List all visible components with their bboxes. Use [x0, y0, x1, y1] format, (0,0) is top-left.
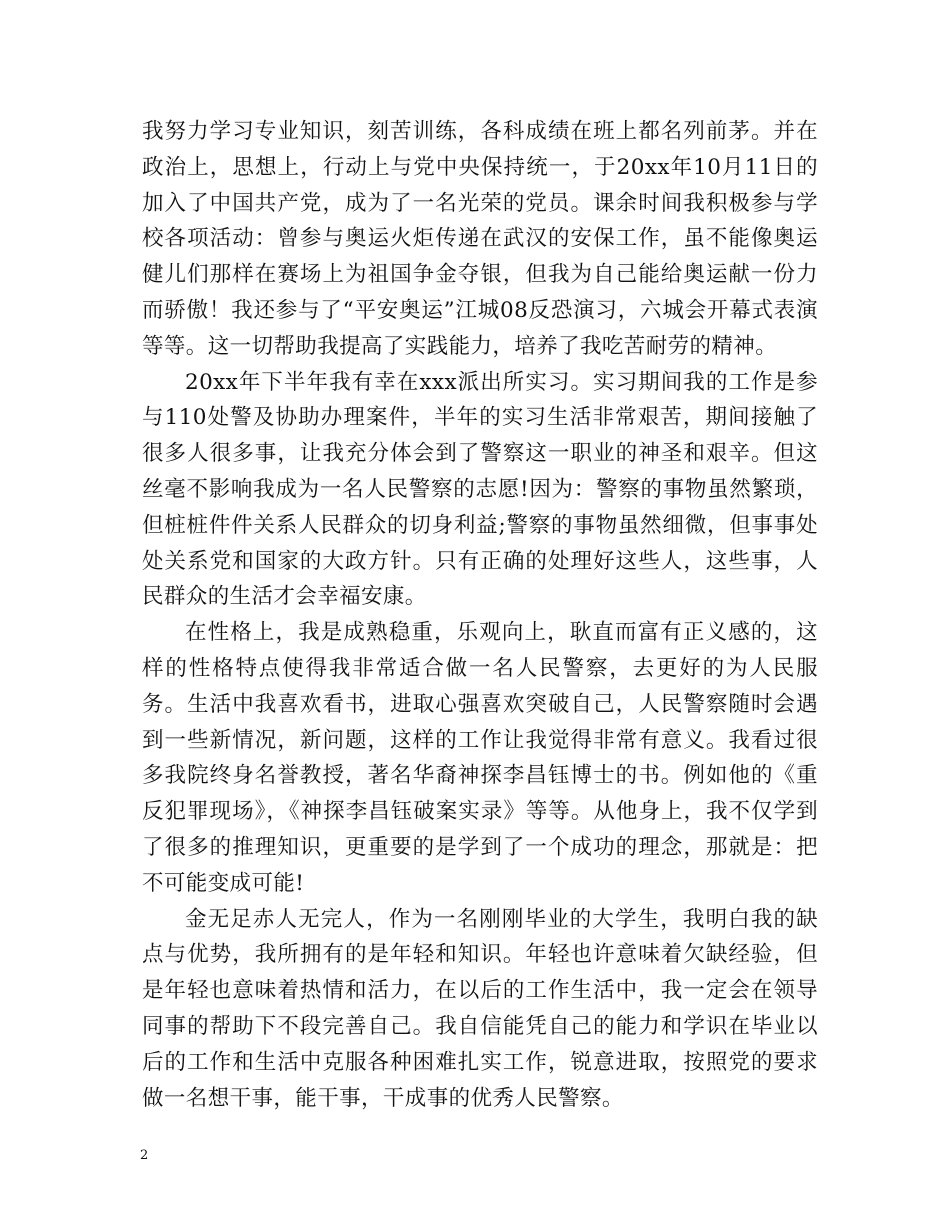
page-number: 2 [140, 1148, 149, 1163]
paragraph-3: 在性格上，我是成熟稳重，乐观向上，耿直而富有正义感的，这样的性格特点使得我非常适合做一名人民警察，去更好的为人民服务。生活中我喜欢看书，进取心强喜欢突破自己，人民警察随时会遇到一些新情况，新问题，这样的工作让我觉得非常有意义。我看过很多我院终身名誉教授，著名华裔神探李昌钰博士的书。例如他的《重反犯罪现场》，《神探李昌钰破案实录》等等。从他身上，我不仅学到了很多的推理知识，更重要的是学到了一个成功的理念，那就是：把不可能变成可能! [142, 620, 818, 896]
paragraph-1: 我努力学习专业知识，刻苦训练，各科成绩在班上都名列前茅。并在政治上，思想上，行动上与党中央保持统一，于20xx年10月11日的加入了中国共产党，成为了一名光荣的党员。课余时间我积极参与学校各项活动：曾参与奥运火炬传递在武汉的安保工作，虽不能像奥运健儿们那样在赛场上为祖国争金夺银，但我为自己能给奥运献一份力而骄傲！我还参与了“平安奥运”江城08反恐演习，六城会开幕式表演等等。这一切帮助我提高了实践能力，培养了我吃苦耐劳的精神。 [142, 119, 818, 359]
paragraph-4: 金无足赤人无完人，作为一名刚刚毕业的大学生，我明白我的缺点与优势，我所拥有的是年轻和知识。年轻也许意味着欠缺经验，但是年轻也意味着热情和活力，在以后的工作生活中，我一定会在领导同事的帮助下不段完善自己。我自信能凭自己的能力和学识在毕业以后的工作和生活中克服各种困难扎实工作，锐意进取，按照党的要求做一名想干事，能干事，干成事的优秀人民警察。 [142, 906, 818, 1111]
document-body [142, 114, 818, 1116]
paragraph-2: 20xx年下半年我有幸在xxx派出所实习。实习期间我的工作是参与110处警及协助办理案件，半年的实习生活非常艰苦，期间接触了很多人很多事，让我充分体会到了警察这一职业的神圣和艰辛。但这丝毫不影响我成为一名人民警察的志愿!因为：警察的事物虽然繁琐，但桩桩件件关系人民群众的切身利益;警察的事物虽然细微，但事事处处关系党和国家的大政方针。只有正确的处理好这些人，这些事，人民群众的生活才会幸福安康。 [142, 369, 818, 610]
